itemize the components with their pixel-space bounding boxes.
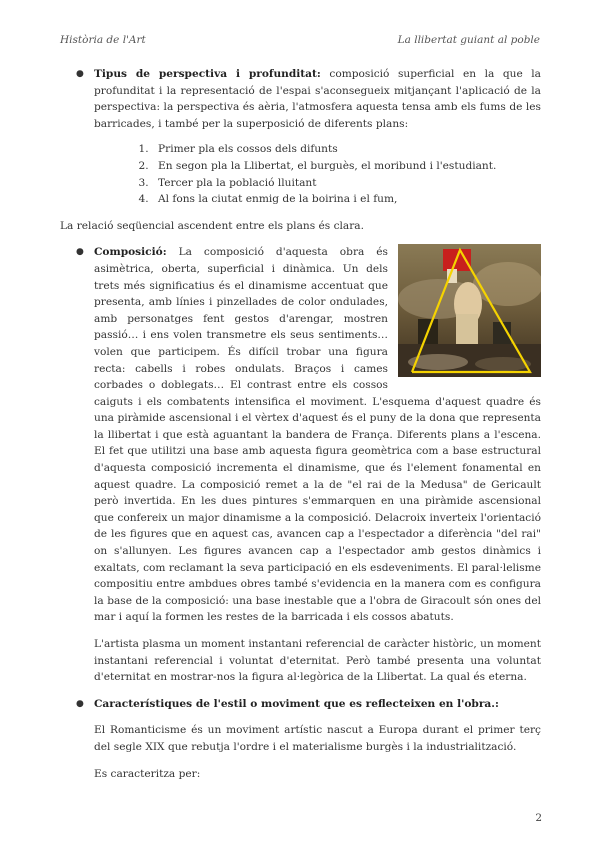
composition-label: Composició: [94,246,167,259]
moment-paragraph: L'artista plasma un moment instantani referencial de caràcter històric, un moment instantani referencial i voluntat d'eternitat. Però també presenta una voluntat d'eternitat en mostrar-nos la figura al·legòrica de la Llibertat. La qual és eterna. [94,638,541,684]
list-item: 4. Al fons la ciutat enmig de la boirina i el fum, [152,191,541,208]
romanticism-paragraph: El Romanticisme és un moviment artístic nascut a Europa durant el primer terç del segle XIX que rebutja l'ordre i el materialisme burgès i la industrialització. [94,724,541,753]
header-right: La llibertat guiant al poble [397,34,540,46]
style-label: Característiques de l'estil o moviment que es reflecteixen en l'obra.: [94,697,499,710]
perspective-section [60,66,541,208]
composition-text: La composició d'aquesta obra és asimètrica, oberta, superficial i dinàmica. Un dels trets més significatius és el dinamisme accentuat que presenta, amb línies i pinzellades de color ondulades, amb personatges fent gestos d'arengar, mostren passió… i ens volen transmetre els seus sentiments… volen que participem. És difícil trobar una figura recta: cabells i robes ondulats. Braços i cames corbades o doblegats… El contrast entre els cossos caiguts i els combatents intensifica el moviment. L'esquema d'aquest quadre és una piràmide ascensional i el vèrtex d'aquest és el puny de la dona que representa la llibertat i que està aguantant la bandera de França. Diferents plans a l'escena. El fet que utilitzi una base amb aquesta figura geomètrica com a base estructural d'aquesta composició incrementa el dinamisme, que és l'element fonamental en aquest quadre. La composició remet a la de "el rai de la Medusa" de Gericault però invertida. En les dues pintures s'emmarquen en una piràmide ascensional que confereix un major dinamisme a la composició. Delacroix inverteix l'orientació de les figures que en aquest cas, avancen cap a l'espectador a diferència "del rai" on s'allunyen. Les figures avancen cap a l'espectador amb gestos dinàmics i exaltats, com reclamant la seva participació en els esdeveniments. El paral·lelisme compositiu entre ambdues obres també s'evidencia en la manera com es configura la base de la composició: una base inestable que a l'obra de Giracoult són ones del mar i aquí la formen les restes de la barricada i els cossos abatuts. [94,246,541,624]
list-item: 1. Primer pla els cossos dels difunts [152,141,541,158]
header-left: Història de l'Art [60,34,146,46]
perspective-label: Tipus de perspectiva i profunditat: [94,68,321,80]
bullet-icon: ● [76,247,84,258]
document-body [60,66,541,782]
list-item: 2. En segon pla la Llibertat, el burguès, el moribund i l'estudiant. [152,158,541,175]
perspective-text: composició superficial en la que la profunditat i la representació de l'espai s'aconsegueix mitjançant l'aplicació de la perspectiva: la perspectiva és aèria, l'atmosfera aquesta tensa amb els fums de les barricades, i també per la superposició de diferents plans: [94,68,541,130]
bullet-icon: ● [76,69,84,79]
page-number: 2 [535,812,542,824]
characterized-by: Es caracteritza per: [94,767,201,780]
painting-image [398,244,541,377]
style-section [60,696,541,713]
planes-relation: La relació seqüencial ascendent entre els plans és clara. [60,219,364,232]
bullet-icon: ● [76,698,84,709]
list-item: 3. Tercer pla la població lluitant [152,175,541,192]
planes-list [94,141,541,207]
composition-section [60,244,541,685]
